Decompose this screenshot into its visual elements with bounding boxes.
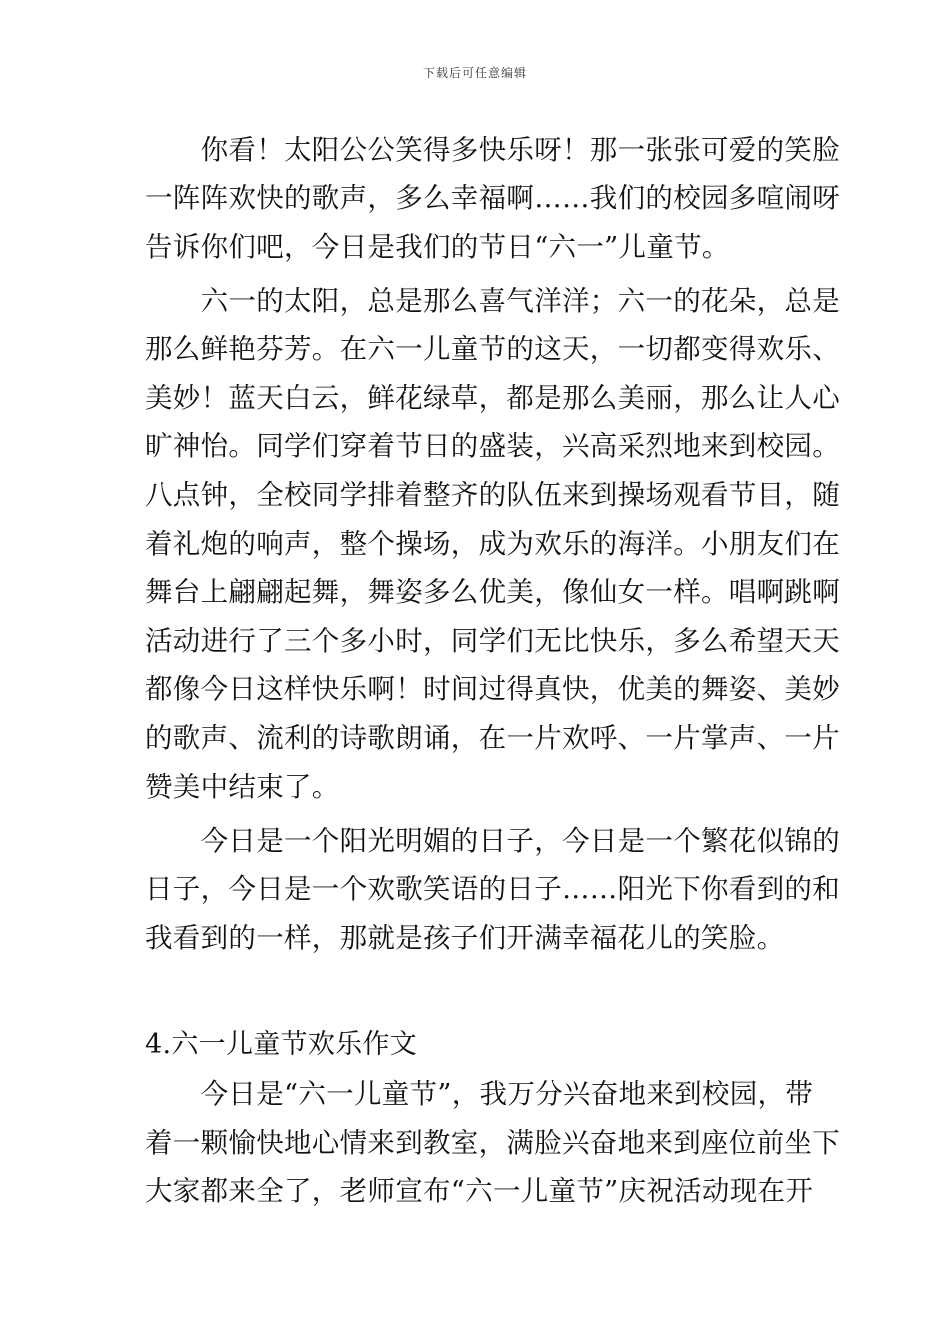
text-line: 舞台上翩翩起舞，舞姿多么优美，像仙女一样。唱啊跳啊 [145, 576, 840, 608]
text-line: 日子，今日是一个欢歌笑语的日子……阳光下你看到的和 [145, 873, 840, 905]
text-line: 你看！太阳公公笑得多快乐呀！那一张张可爱的笑脸 [145, 134, 840, 166]
page-header: 下载后可任意编辑 [422, 66, 527, 80]
text-line: 告诉你们吧，今日是我们的节日“六一”儿童节。 [145, 231, 730, 263]
text-line: 今日是一个阳光明媚的日子，今日是一个繁花似锦的 [145, 825, 840, 857]
text-line: 六一的太阳，总是那么喜气洋洋；六一的花朵，总是 [145, 285, 840, 317]
text-line: 一阵阵欢快的歌声，多么幸福啊……我们的校园多喧闹呀 [145, 182, 840, 214]
text-line: 着一颗愉快地心情来到教室，满脸兴奋地来到座位前坐下 [145, 1127, 840, 1159]
text-line: 旷神怡。同学们穿着节日的盛装，兴高采烈地来到校园。 [145, 430, 840, 462]
text-line: 美妙！蓝天白云，鲜花绿草，都是那么美丽，那么让人心 [145, 382, 840, 414]
text-line: 的歌声、流利的诗歌朗诵，在一片欢呼、一片掌声、一片 [145, 722, 840, 754]
text-line: 今日是“六一儿童节”，我万分兴奋地来到校园，带 [145, 1078, 814, 1110]
text-line: 那么鲜艳芬芳。在六一儿童节的这天，一切都变得欢乐、 [145, 333, 840, 365]
text-line: 都像今日这样快乐啊！时间过得真快，优美的舞姿、美妙 [145, 673, 840, 705]
text-line: 大家都来全了，老师宣布“六一儿童节”庆祝活动现在开 [145, 1175, 814, 1207]
text-line: 八点钟，全校同学排着整齐的队伍来到操场观看节目，随 [145, 479, 840, 511]
text-line: 活动进行了三个多小时，同学们无比快乐，多么希望天天 [145, 625, 840, 657]
text-line: 我看到的一样，那就是孩子们开满幸福花儿的笑脸。 [145, 922, 785, 954]
section-heading: 4.六一儿童节欢乐作文 [145, 1029, 418, 1060]
text-line: 着礼炮的响声，整个操场，成为欢乐的海洋。小朋友们在 [145, 528, 840, 560]
text-line: 赞美中结束了。 [145, 771, 340, 803]
